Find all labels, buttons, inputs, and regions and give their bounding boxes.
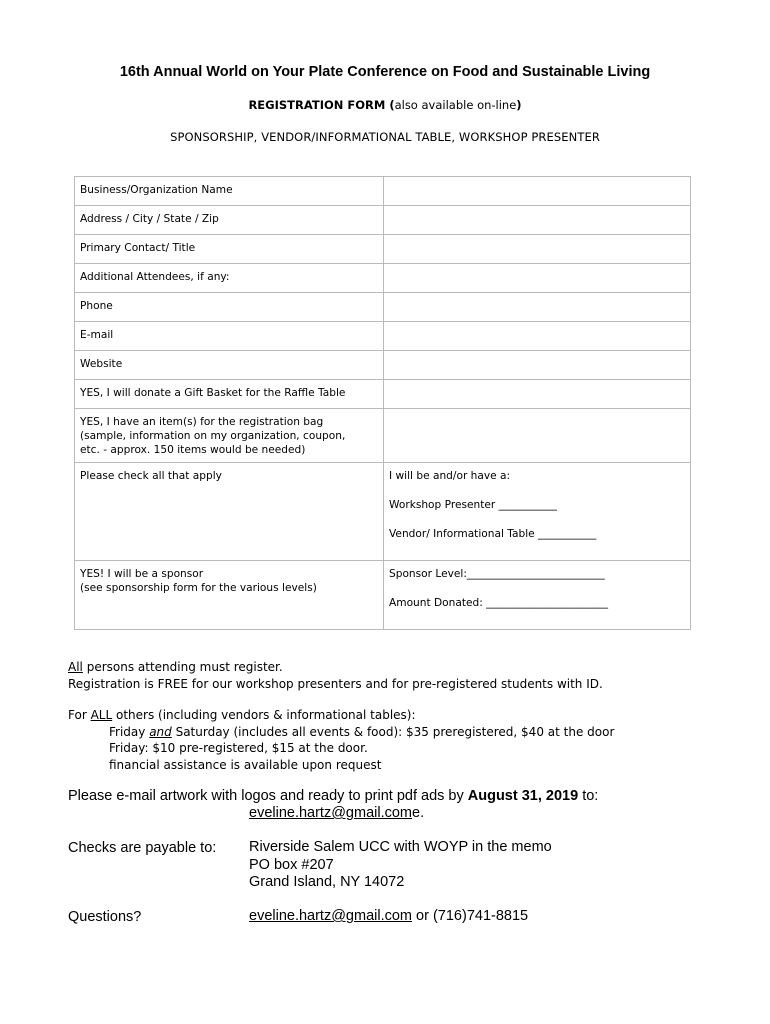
gift-basket-label: YES, I will donate a Gift Basket for the Raffle Table xyxy=(75,380,384,409)
table-row xyxy=(75,409,691,463)
and-underlined: and xyxy=(149,724,172,739)
address-field[interactable] xyxy=(384,206,691,235)
artwork-email-link[interactable]: eveline.hartz@gmail.com xyxy=(249,805,413,821)
questions-email-link[interactable]: eveline.hartz@gmail.com xyxy=(249,908,413,924)
vendor-table-field[interactable]: Vendor/ Informational Table ___________ xyxy=(389,528,597,540)
payee-name: Riverside Salem UCC with WOYP in the memo xyxy=(249,839,552,855)
contact-label: Primary Contact/ Title xyxy=(75,235,384,264)
deadline-date: August 31, 2019 xyxy=(467,788,579,804)
pricing-notes xyxy=(68,707,614,773)
friday-saturday-price xyxy=(68,724,614,741)
artwork-instructions xyxy=(68,787,598,805)
form-label-close: ) xyxy=(516,98,522,112)
registration-types: SPONSORSHIP, VENDOR/INFORMATIONAL TABLE, WORKSHOP PRESENTER xyxy=(170,130,600,144)
financial-assistance-note: financial assistance is available upon request xyxy=(109,757,382,772)
workshop-presenter-field[interactable]: Workshop Presenter ___________ xyxy=(389,499,557,511)
others-text: others (including vendors & informational tables): xyxy=(112,708,416,722)
email-field[interactable] xyxy=(384,322,691,351)
website-field[interactable] xyxy=(384,351,691,380)
artwork-to: to: xyxy=(578,788,599,804)
artwork-text: Please e-mail artwork with logos and ready to print pdf ads by xyxy=(68,788,468,804)
amount-donated-field[interactable]: Amount Donated: _______________________ xyxy=(389,597,609,609)
payee-address xyxy=(249,839,552,892)
online-note: also available on-line xyxy=(394,98,517,112)
table-row xyxy=(75,206,691,235)
all-caps-underlined: ALL xyxy=(90,708,113,722)
sponsor-options xyxy=(384,561,691,630)
sponsor-line-2: (see sponsorship form for the various levels) xyxy=(80,582,317,594)
bag-line-3: etc. - approx. 150 items would be needed) xyxy=(80,444,306,456)
table-row xyxy=(75,380,691,409)
registration-table xyxy=(74,176,691,630)
attendees-label: Additional Attendees, if any: xyxy=(75,264,384,293)
table-row xyxy=(75,351,691,380)
must-register-note xyxy=(68,659,603,676)
table-row xyxy=(75,235,691,264)
table-row xyxy=(75,561,691,630)
table-row xyxy=(75,293,691,322)
checks-label: Checks are payable to: xyxy=(68,840,217,856)
check-all-label: Please check all that apply xyxy=(75,463,384,561)
table-row xyxy=(75,322,691,351)
friday-text: Friday xyxy=(109,724,150,739)
po-box: PO box #207 xyxy=(249,856,334,873)
table-row xyxy=(75,264,691,293)
phone-field[interactable] xyxy=(384,293,691,322)
phone-label: Phone xyxy=(75,293,384,322)
contact-field[interactable] xyxy=(384,235,691,264)
sponsor-level-field[interactable]: Sponsor Level:__________________________ xyxy=(389,568,605,580)
business-field[interactable] xyxy=(384,177,691,206)
attendance-notes xyxy=(68,659,603,692)
form-subtitle xyxy=(0,98,770,112)
bag-line-1: YES, I have an item(s) for the registration bag xyxy=(80,416,324,428)
business-label: Business/Organization Name xyxy=(75,177,384,206)
saturday-text: Saturday (includes all events & food): $35 preregistered, $40 at the door xyxy=(171,724,615,739)
table-row xyxy=(75,463,691,561)
questions-label: Questions? xyxy=(68,909,142,925)
document-title: 16th Annual World on Your Plate Conference on Food and Sustainable Living xyxy=(119,64,651,80)
role-options xyxy=(384,463,691,561)
email-label: E-mail xyxy=(75,322,384,351)
for-text: For xyxy=(68,708,91,722)
sponsor-label xyxy=(75,561,384,630)
address-label: Address / City / State / Zip xyxy=(75,206,384,235)
artwork-email xyxy=(249,805,424,823)
bag-line-2: (sample, information on my organization, coupon, xyxy=(80,430,346,442)
free-registration-note: Registration is FREE for our workshop presenters and for pre-registered students with ID. xyxy=(68,676,603,691)
registration-bag-field[interactable] xyxy=(384,409,691,463)
sponsor-line-1: YES! I will be a sponsor xyxy=(80,568,204,580)
city-state-zip: Grand Island, NY 14072 xyxy=(249,874,405,890)
all-underlined: All xyxy=(68,660,83,674)
gift-basket-field[interactable] xyxy=(384,380,691,409)
website-label: Website xyxy=(75,351,384,380)
will-be-label: I will be and/or have a: xyxy=(389,470,511,482)
questions-contact xyxy=(249,908,528,926)
form-label: REGISTRATION FORM ( xyxy=(248,98,395,112)
questions-phone: or (716)741-8815 xyxy=(412,908,529,924)
others-note xyxy=(68,707,614,724)
attendees-field[interactable] xyxy=(384,264,691,293)
table-row xyxy=(75,177,691,206)
artwork-email-suffix: e. xyxy=(412,805,425,821)
registration-bag-label xyxy=(75,409,384,463)
friday-price: Friday: $10 pre-registered, $15 at the door. xyxy=(109,741,368,755)
must-register-text: persons attending must register. xyxy=(82,660,283,674)
